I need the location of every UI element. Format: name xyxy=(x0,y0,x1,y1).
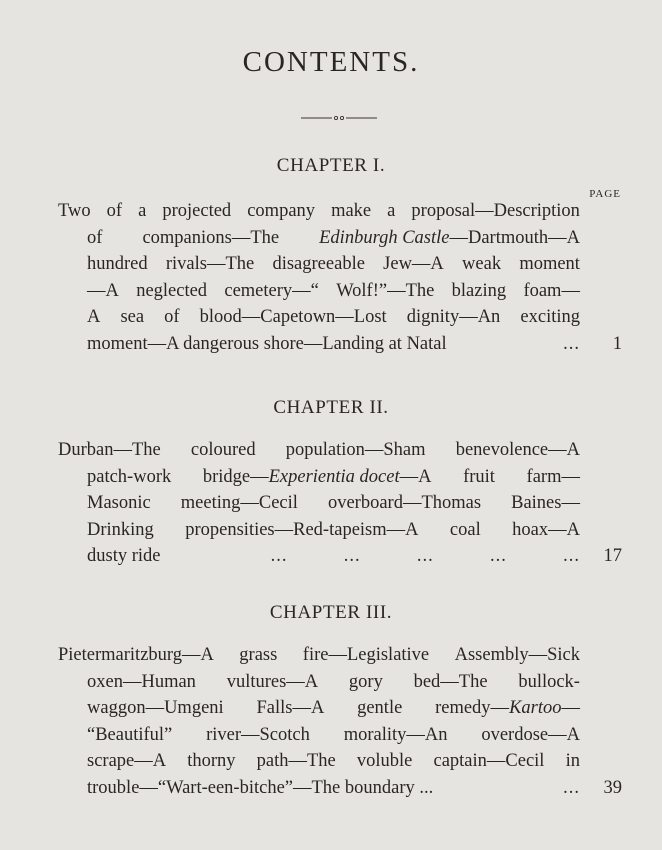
chapter-heading: CHAPTER III. xyxy=(269,602,393,623)
page-number: 39 xyxy=(603,778,622,798)
chapter-entry xyxy=(58,437,580,570)
entry-line: Drinking propensities—Red-tapeism—A coal hoax—A xyxy=(87,519,580,540)
entry-line: Pietermaritzburg—A grass fire—Legislative Assembly—Sick xyxy=(58,645,580,665)
chapter-entry xyxy=(58,642,580,801)
leader-dots: ... xyxy=(563,333,580,354)
italic-title: Kartoo xyxy=(509,698,562,718)
entry-line: A sea of blood—Capetown—Lost dignity—An exciting xyxy=(87,307,580,327)
entry-line: moment—A dangerous shore—Landing at Natal ... xyxy=(58,331,580,358)
italic-title: Experientia docet xyxy=(268,466,400,487)
entry-line: of companions—The Edinburgh Castle—Dartmouth—A xyxy=(58,225,580,252)
entry-line: patch-work bridge—Experientia docet—A fruit farm— xyxy=(58,464,580,491)
page-number: 1 xyxy=(612,334,622,354)
leader-dots: ... ... ... ... ... xyxy=(270,546,580,566)
chapter-entry xyxy=(58,198,580,357)
chapter-heading: CHAPTER I. xyxy=(276,155,386,176)
entry-line: Masonic meeting—Cecil overboard—Thomas Baines— xyxy=(87,493,580,513)
entry-line: Durban—The coloured population—Sham benevolence—A xyxy=(58,440,580,460)
italic-segment: bridge—Experientia docet—A xyxy=(202,466,432,487)
italic-segment: Edinburgh Castle—Dartmouth—A xyxy=(319,227,580,248)
page-column-label: PAGE xyxy=(589,188,621,200)
chapter-heading: CHAPTER II. xyxy=(273,397,389,418)
entry-line: hundred rivals—The disagreeable Jew—A weak moment xyxy=(87,254,580,274)
page-title: CONTENTS. xyxy=(242,46,420,78)
entry-line: trouble—“Wart-een-bitche”—The boundary ... ... xyxy=(58,775,580,802)
entry-line: scrape—A thorny path—The voluble captain—Cecil in xyxy=(87,751,580,771)
italic-segment: remedy—Kartoo— xyxy=(435,698,580,718)
ornament-rule xyxy=(301,116,377,120)
entry-line: dusty ride ... ... ... ... ... xyxy=(58,543,580,570)
entry-line: —A neglected cemetery—“ Wolf!”—The blazing foam— xyxy=(87,280,580,301)
entry-line: waggon—Umgeni Falls—A gentle remedy—Kartoo— xyxy=(58,695,580,722)
leader-dots: ... xyxy=(563,777,580,798)
entry-line: Two of a projected company make a proposal—Description xyxy=(58,201,580,221)
entry-line: “Beautiful” river—Scotch morality—An overdose—A xyxy=(87,724,580,745)
italic-title: Edinburgh Castle xyxy=(319,227,450,248)
page-number: 17 xyxy=(603,546,622,566)
entry-line: oxen—Human vultures—A gory bed—The bullock- xyxy=(87,671,580,692)
